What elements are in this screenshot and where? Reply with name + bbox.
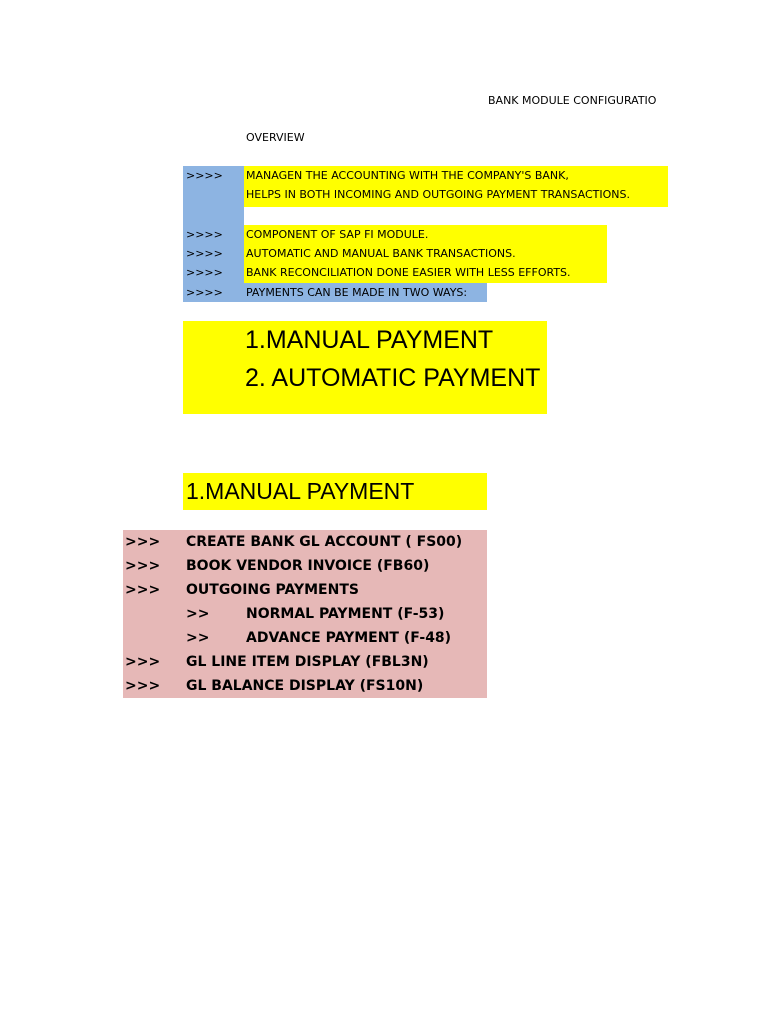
overview-text-line: HELPS IN BOTH INCOMING AND OUTGOING PAYMENT TRANSACTIONS. [246,188,630,201]
step-gl-line-item-display: GL LINE ITEM DISPLAY (FBL3N) [186,654,429,670]
substep-marker: >> [186,630,210,646]
overview-text: PAYMENTS CAN BE MADE IN TWO WAYS: [246,286,468,299]
substep-advance-payment: ADVANCE PAYMENT (F-48) [246,630,452,646]
substep-marker: >> [186,606,210,622]
overview-marker: >>>> [186,228,223,241]
overview-marker: >>>> [186,247,223,260]
document-title: BANK MODULE CONFIGURATIO [488,94,657,107]
step-create-bank-gl-account: CREATE BANK GL ACCOUNT ( FS00) [186,534,463,550]
step-book-vendor-invoice: BOOK VENDOR INVOICE (FB60) [186,558,430,574]
substep-normal-payment: NORMAL PAYMENT (F-53) [246,606,445,622]
overview-text-line: MANAGEN THE ACCOUNTING WITH THE COMPANY'S BANK, [246,169,569,182]
overview-heading: OVERVIEW [246,131,305,144]
step-marker: >>> [125,654,161,670]
manual-payment-heading: 1.MANUAL PAYMENT [186,478,415,504]
step-marker: >>> [125,582,161,598]
step-marker: >>> [125,678,161,694]
payment-way-automatic: 2. AUTOMATIC PAYMENT [245,364,541,392]
step-gl-balance-display: GL BALANCE DISPLAY (FS10N) [186,678,424,694]
overview-text: COMPONENT OF SAP FI MODULE. [246,228,429,241]
overview-marker: >>>> [186,286,223,299]
step-outgoing-payments: OUTGOING PAYMENTS [186,582,359,598]
step-marker: >>> [125,534,161,550]
step-marker: >>> [125,558,161,574]
overview-text: AUTOMATIC AND MANUAL BANK TRANSACTIONS. [246,247,516,260]
overview-marker: >>>> [186,169,223,182]
overview-marker: >>>> [186,266,223,279]
payment-way-manual: 1.MANUAL PAYMENT [245,326,494,354]
overview-text: BANK RECONCILIATION DONE EASIER WITH LESS EFFORTS. [246,266,571,279]
